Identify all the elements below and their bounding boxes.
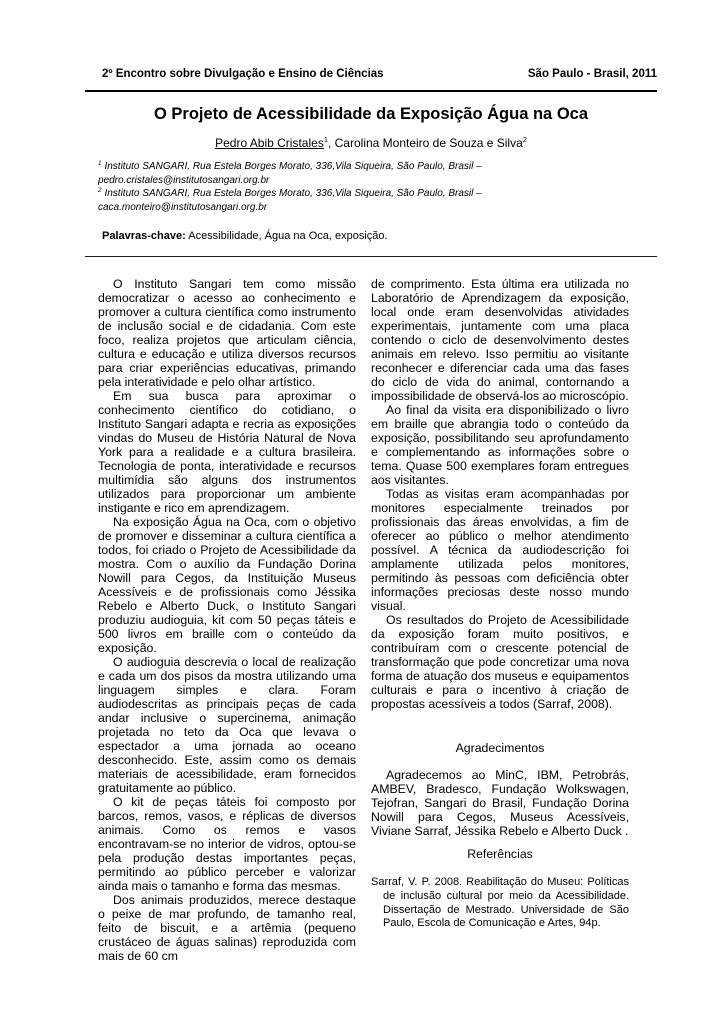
author-1: Pedro Abib Cristales xyxy=(215,136,324,150)
affiliation-1 xyxy=(98,160,629,187)
paragraph: O Instituto Sangari tem como missão democratizar o acesso ao conhecimento e promover a cultura científica como instrumento de inclusão social e de cidadania. Com este foco, realiza projetos que articulam ciência, cultura e educação e utiliza diversos recursos para criar experiências educativas, primando pela interatividade e pelo olhar artístico. xyxy=(98,277,356,389)
author-2: Carolina Monteiro de Souza e Silva xyxy=(334,136,523,150)
header-location-date: São Paulo - Brasil, 2011 xyxy=(527,68,657,80)
paragraph-continuation: de comprimento. Esta última era utilizada no Laboratório de Aprendizagem da exposição, local onde eram desenvolvidas atividades experimentais, juntamente com uma placa contendo o ciclo de desenvolvimento destes animais em relevo. Isso permitiu ao visitante reconhecer e diferenciar cada uma das fases do ciclo de vida do animal, contornando a impossibilidade de observá-los ao microscópio. xyxy=(371,277,629,403)
affiliation-2 xyxy=(98,187,629,214)
page-header xyxy=(85,0,657,81)
paper-title: O Projeto de Acessibilidade da Exposição Água na Oca xyxy=(153,105,589,123)
header-conference-title: 2º Encontro sobre Divulgação e Ensino de Ciências xyxy=(102,68,384,80)
paragraph: Dos animais produzidos, merece destaque o peixe de mar profundo, de tamanho real, feito de biscuit, e a artêmia (pequeno crustáceo de águas salinas) reproduzida com mais de 60 cm xyxy=(98,893,356,963)
keywords-rule xyxy=(85,256,657,257)
affiliation-1-text: Instituto SANGARI, Rua Estela Borges Morato, 336,Vila Siqueira, São Paulo, Brasil – pedro.cristales@institutosangari.org.br xyxy=(98,161,482,186)
paragraph: Todas as visitas eram acompanhadas por monitores especialmente treinados por profissionais das áreas envolvidas, a fim de oferecer ao público o melhor atendimento possível. A técnica da audiodescrição foi amplamente utilizada pelos monitores, permitindo às pessoas com deficiência obter informações preciosas deste nosso mundo visual. xyxy=(371,487,629,613)
paragraph: Os resultados do Projeto de Acessibilidade da exposição foram muito positivos, e contribuíram com o crescente potencial de transformação que pode concretizar uma nova forma de atuação dos museus e equipamentos culturais e para o incentivo à criação de propostas acessíveis a todos (Sarraf, 2008). xyxy=(371,613,629,711)
authors-separator: , xyxy=(327,136,335,150)
paragraph: O audioguia descrevia o local de realização e cada um dos pisos da mostra utilizando uma linguagem simples e clara. Foram audiodescritas as principais peças de cada andar inclusive o supercinema, animação projetada no teto da Oca que levava o espectador a uma jornada ao oceano desconhecido. Este, assim como os demais materiais de acessibilidade, eram fornecidos gratuitamente ao público. xyxy=(98,655,356,795)
author-1-superscript: 1 xyxy=(323,135,328,144)
author-2-superscript: 2 xyxy=(522,135,527,144)
acknowledgements-paragraph: Agradecemos ao MinC, IBM, Petrobrás, AMBEV, Bradesco, Fundação Wolkswagen, Tejofran, Sangari do Brasil, Fundação Dorina Nowill para Cegos, Museus Acessíveis, Viviane Sarraf, Jéssika Rebelo e Alberto Duck . xyxy=(371,768,629,838)
acknowledgements-heading: Agradecimentos xyxy=(455,741,545,755)
paragraph: Ao final da visita era disponibilizado o livro em braille que abrangia todo o conteúdo da exposição, possibilitando seu aprofundamento e complementando as informações sobre o tema. Quase 500 exemplares foram entregues aos visitantes. xyxy=(371,403,629,487)
paragraph: Na exposição Água na Oca, com o objetivo de promover e disseminar a cultura científica a todos, foi criado o Projeto de Acessibilidade da mostra. Com o auxílio da Fundação Dorina Nowill para Cegos, da Instituição Museus Acessíveis e de profissionais como Jéssika Rebelo e Alberto Duck, o Instituto Sangari produziu audioguia, kit com 50 peças táteis e 500 livros em braille com o conteúdo da exposição. xyxy=(98,515,356,655)
keywords-label: Palavras-chave: xyxy=(102,230,186,242)
authors-line xyxy=(85,136,657,151)
affiliation-2-text: Instituto SANGARI, Rua Estela Borges Morato, 336,Vila Siqueira, São Paulo, Brasil – caca.monteiro@institutosangari.org.br xyxy=(98,188,482,213)
body-columns xyxy=(98,277,629,963)
references-heading: Referências xyxy=(467,847,533,861)
paragraph: O kit de peças táteis foi composto por barcos, remos, vasos, e réplicas de diversos animais. Como os remos e vasos encontravam-se no interior de vidros, optou-se pela produção destas importantes peças, permitindo ao público perceber e valorizar ainda mais o tamanho e forma das mesmas. xyxy=(98,795,356,893)
affiliations-block xyxy=(98,160,629,214)
left-column xyxy=(98,277,356,963)
keywords-line xyxy=(102,230,629,243)
affiliation-2-superscript: 2 xyxy=(98,186,102,194)
right-column xyxy=(371,277,629,963)
paragraph: Em sua busca para aproximar o conhecimento científico do cotidiano, o Instituto Sangari adapta e recria as exposições vindas do Museu de História Natural de Nova York para a realidade e a cultura brasileira. Tecnologia de ponta, interatividade e recursos multimídia são alguns dos instrumentos utilizados para proporcionar um ambiente instigante e rico em aprendizagem. xyxy=(98,389,356,515)
affiliation-1-superscript: 1 xyxy=(98,159,102,167)
header-rule xyxy=(85,90,657,92)
reference-item: Sarraf, V. P. 2008. Reabilitação do Museu: Políticas de inclusão cultural por meio da Acessibilidade. Dissertação de Mestrado. Universidade de São Paulo, Escola de Comunicação e Artes, 94p. xyxy=(371,876,629,930)
keywords-text: Acessibilidade, Água na Oca, exposição. xyxy=(185,230,388,242)
